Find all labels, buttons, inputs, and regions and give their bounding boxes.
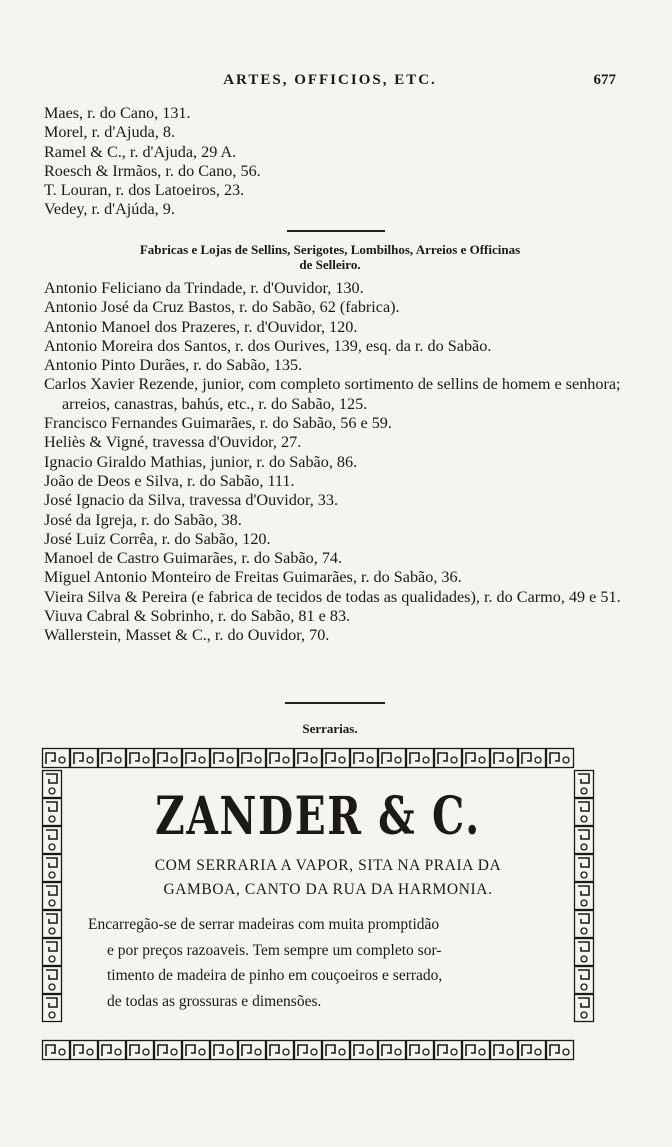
list-item: Antonio Pinto Durães, r. do Sabão, 135. xyxy=(44,356,303,375)
company-name: ZANDER & C. xyxy=(155,786,481,847)
border-ornament xyxy=(379,1041,406,1060)
running-header xyxy=(44,72,616,96)
border-ornament xyxy=(43,883,62,910)
section-divider xyxy=(287,230,385,232)
list-item: Manoel de Castro Guimarães, r. do Sabão, 74. xyxy=(44,549,343,568)
border-ornament xyxy=(519,1041,546,1060)
list-item: Ramel & C., r. d'Ajuda, 29 A. xyxy=(44,142,237,161)
border-ornament xyxy=(491,1041,518,1060)
list-item: T. Louran, r. dos Latoeiros, 23. xyxy=(44,181,245,200)
list-item: Antonio José da Cruz Bastos, r. do Sabão, 62 (fabrica). xyxy=(44,298,400,317)
list-item: Antonio Feliciano da Trindade, r. d'Ouvidor, 130. xyxy=(44,279,364,297)
border-ornament xyxy=(519,749,546,768)
border-ornament xyxy=(43,799,62,826)
border-ornament xyxy=(547,1041,574,1060)
border-ornament xyxy=(71,749,98,768)
border-ornament xyxy=(575,967,594,994)
border-ornament xyxy=(183,749,210,768)
border-ornament xyxy=(435,1041,462,1060)
border-ornament xyxy=(575,883,594,910)
list-item: Heliès & Vigné, travessa d'Ouvidor, 27. xyxy=(44,433,302,452)
border-ornament xyxy=(43,939,62,966)
border-ornament xyxy=(407,1041,434,1060)
border-ornament xyxy=(575,995,594,1022)
border-ornament xyxy=(575,855,594,882)
border-ornament xyxy=(463,749,490,768)
list-item: Vieira Silva & Pereira (e fabrica de tecidos de todas as qualidades), r. do Carmo, 49 e 51. xyxy=(44,587,621,606)
border-ornament xyxy=(211,1041,238,1060)
border-ornament xyxy=(99,1041,126,1060)
border-ornament xyxy=(407,749,434,768)
border-ornament xyxy=(295,749,322,768)
border-ornament xyxy=(575,911,594,938)
border-ornament xyxy=(267,1041,294,1060)
entries-sellins xyxy=(44,279,624,646)
border-ornament xyxy=(323,1041,350,1060)
list-item: Carlos Xavier Rezende, junior, com completo sortimento de sellins de homem e senhora; arreios, canastras, bahús, etc., r. do Sabão, 125. xyxy=(44,375,621,413)
border-ornament xyxy=(379,749,406,768)
list-item: João de Deos e Silva, r. do Sabão, 111. xyxy=(44,471,295,490)
section-heading-line: de Selleiro. xyxy=(299,257,361,272)
border-ornament xyxy=(575,939,594,966)
border-ornament xyxy=(435,749,462,768)
company-subtitle xyxy=(98,854,558,902)
list-item: Morel, r. d'Ajuda, 8. xyxy=(44,123,176,142)
running-title: ARTES, OFFICIOS, ETC. xyxy=(223,72,437,88)
border-ornament xyxy=(127,1041,154,1060)
border-ornament xyxy=(491,749,518,768)
border-ornament xyxy=(575,827,594,854)
subtitle-line: COM SERRARIA A VAPOR, SITA NA PRAIA DA xyxy=(154,857,502,874)
advert-line: e por preços razoaveis. Tem sempre um completo sor- xyxy=(107,941,442,959)
advert-body xyxy=(88,912,558,1014)
list-item: Francisco Fernandes Guimarães, r. do Sabão, 56 e 59. xyxy=(44,414,392,433)
border-ornament xyxy=(463,1041,490,1060)
border-ornament xyxy=(267,749,294,768)
border-ornament xyxy=(295,1041,322,1060)
border-ornament xyxy=(43,911,62,938)
border-ornament xyxy=(575,771,594,798)
list-item: Roesch & Irmãos, r. do Cano, 56. xyxy=(44,161,261,180)
border-ornament xyxy=(127,749,154,768)
border-ornament xyxy=(547,749,574,768)
list-item: Antonio Manoel dos Prazeres, r. d'Ouvidor, 120. xyxy=(44,317,358,336)
section-heading-line: Fabricas e Lojas de Sellins, Serigotes, Lombilhos, Arreios e Officinas xyxy=(139,242,521,257)
advert-line: Encarregão-se de serrar madeiras com muita promptidão xyxy=(88,916,440,933)
border-ornament xyxy=(155,1041,182,1060)
section-heading-serrarias: Serrarias. xyxy=(302,721,358,736)
list-item: José da Igreja, r. do Sabão, 38. xyxy=(44,510,242,529)
section-heading-sellins xyxy=(44,242,616,272)
border-ornament xyxy=(43,827,62,854)
list-item: Vedey, r. d'Ajúda, 9. xyxy=(44,200,175,219)
border-ornament xyxy=(43,1041,70,1060)
list-item: José Luiz Corrêa, r. do Sabão, 120. xyxy=(44,529,271,548)
border-ornament xyxy=(575,799,594,826)
border-ornament xyxy=(43,967,62,994)
advert-line: timento de madeira de pinho em couçoeiros e serrado, xyxy=(107,967,443,984)
border-ornament xyxy=(43,855,62,882)
border-ornament xyxy=(43,749,70,768)
list-item: Miguel Antonio Monteiro de Freitas Guimarães, r. do Sabão, 36. xyxy=(44,568,462,587)
border-ornament xyxy=(351,1041,378,1060)
section-divider xyxy=(285,702,385,704)
page-number: 677 xyxy=(593,72,616,88)
list-item: Antonio Moreira dos Santos, r. dos Ourives, 139, esq. da r. do Sabão. xyxy=(44,336,492,355)
list-item: Ignacio Giraldo Mathias, junior, r. do Sabão, 86. xyxy=(44,452,358,471)
advertisement-box xyxy=(38,744,598,1064)
subtitle-line: GAMBOA, CANTO DA RUA DA HARMONIA. xyxy=(163,881,493,898)
border-ornament xyxy=(351,749,378,768)
list-item: Viuva Cabral & Sobrinho, r. do Sabão, 81 e 83. xyxy=(44,607,351,626)
list-item: Maes, r. do Cano, 131. xyxy=(44,104,191,122)
border-ornament xyxy=(43,771,62,798)
border-ornament xyxy=(211,749,238,768)
border-ornament xyxy=(183,1041,210,1060)
list-item: José Ignacio da Silva, travessa d'Ouvidor, 33. xyxy=(44,491,339,510)
border-ornament xyxy=(323,749,350,768)
border-ornament xyxy=(239,1041,266,1060)
border-ornament xyxy=(155,749,182,768)
border-ornament xyxy=(239,749,266,768)
advert-line: de todas as grossuras e dimensões. xyxy=(107,992,322,1010)
border-ornament xyxy=(71,1041,98,1060)
list-item: Wallerstein, Masset & C., r. do Ouvidor, 70. xyxy=(44,626,330,645)
border-ornament xyxy=(43,995,62,1022)
border-ornament xyxy=(99,749,126,768)
entries-top xyxy=(44,104,624,220)
